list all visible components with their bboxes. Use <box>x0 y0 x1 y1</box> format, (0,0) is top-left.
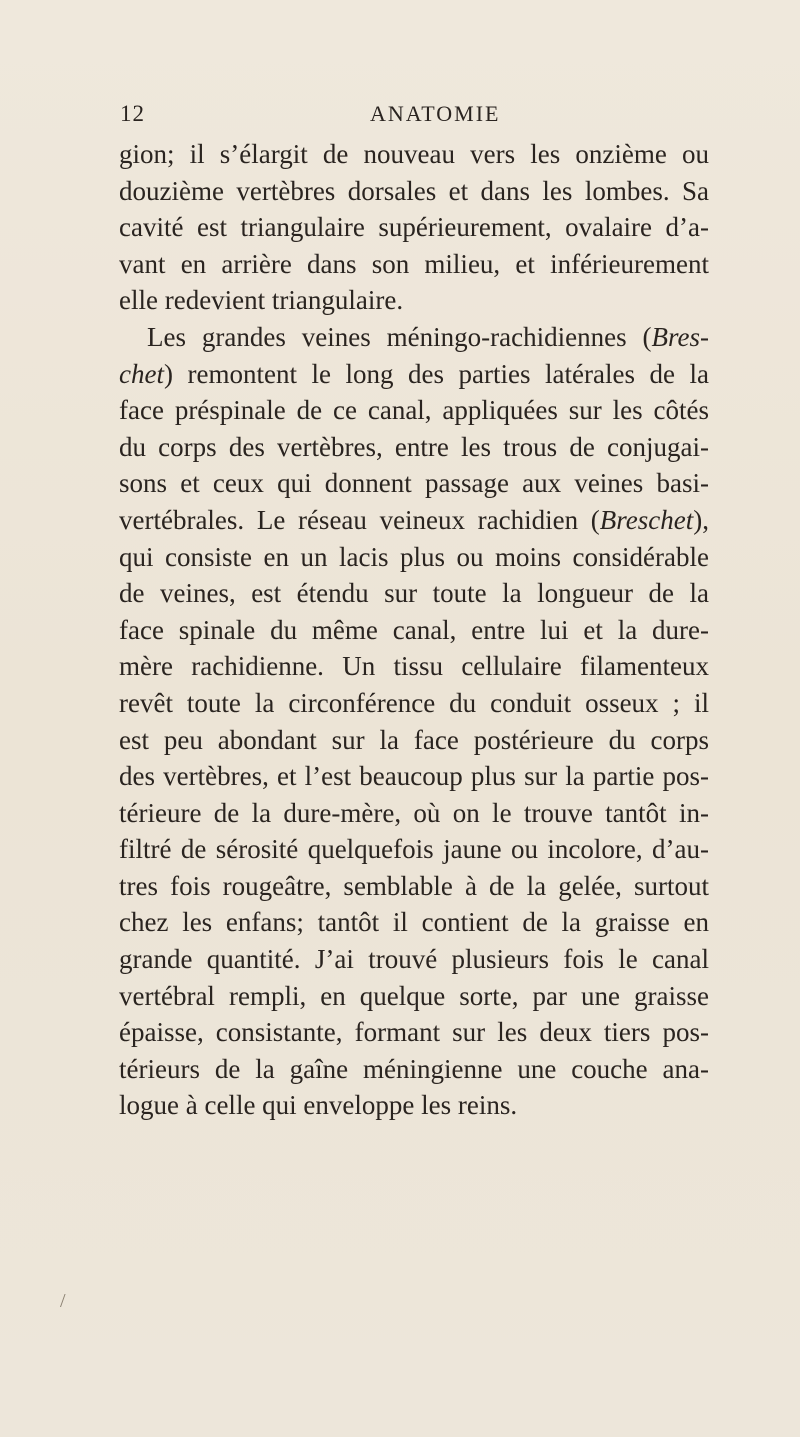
text-segment: ), <box>693 504 709 535</box>
text-line: face préspinale de ce canal, appliquées sur les côtés <box>119 395 709 426</box>
text-line: tres fois rougeâtre, semblable à de la gelée, surtout <box>119 870 709 901</box>
text-line: sons et ceux qui donnent passage aux veines basi- <box>119 468 709 499</box>
text-line: revêt toute la circonférence du conduit osseux ; il <box>119 687 709 718</box>
text-segment: Les grandes veines méningo-rachidiennes ( <box>147 321 652 352</box>
text-line: est peu abondant sur la face postérieure du corps <box>119 724 709 755</box>
text-line: douzième vertèbres dorsales et dans les lombes. Sa <box>119 175 709 206</box>
text-line: filtré de sérosité quelquefois jaune ou incolore, d’au- <box>119 834 709 865</box>
page-header <box>120 101 680 141</box>
text-line: de veines, est étendu sur toute la longueur de la <box>119 578 709 609</box>
text-line: logue à celle qui enveloppe les reins. <box>119 1090 518 1121</box>
text-line: elle redevient triangulaire. <box>119 285 404 316</box>
author-name: Breschet <box>599 504 694 535</box>
text-line: face spinale du même canal, entre lui et la dure- <box>119 614 709 645</box>
text-line: gion; il s’élargit de nouveau vers les onzième ou <box>119 139 709 169</box>
text-segment: vertébrales. Le réseau veineux rachidien ( <box>119 504 600 535</box>
text-line: mère rachidienne. Un tissu cellulaire filamenteux <box>119 651 709 682</box>
text-line: térieurs de la gaîne méningienne une couche ana- <box>119 1053 709 1084</box>
margin-mark: / <box>60 1290 66 1312</box>
author-name: chet <box>119 358 164 389</box>
running-head: ANATOMIE <box>370 101 501 126</box>
author-name: Bres- <box>651 321 709 352</box>
text-line: grande quantité. J’ai trouvé plusieurs fois le canal <box>119 944 709 975</box>
text-line: cavité est triangulaire supérieurement, ovalaire d’a- <box>119 212 709 243</box>
text-line: chez les enfans; tantôt il contient de la graisse en <box>119 907 709 938</box>
text-line <box>119 319 709 356</box>
text-line <box>119 502 709 539</box>
text-line: térieure de la dure-mère, où on le trouve tantôt in- <box>119 797 709 828</box>
text-line: des vertèbres, et l’est beaucoup plus sur la partie pos- <box>119 761 709 792</box>
text-segment: ) remontent le long des parties latérales de la <box>163 358 709 389</box>
text-line: qui consiste en un lacis plus ou moins considérable <box>119 541 709 572</box>
text-line: du corps des vertèbres, entre les trous de conjugai- <box>119 431 709 462</box>
body-text <box>119 136 709 1124</box>
page-number: 12 <box>120 101 145 126</box>
text-line: vertébral rempli, en quelque sorte, par une graisse <box>119 980 709 1011</box>
text-line <box>119 356 709 393</box>
text-line: épaisse, consistante, formant sur les deux tiers pos- <box>119 1017 709 1048</box>
text-line: vant en arrière dans son milieu, et inférieurement <box>119 248 709 279</box>
